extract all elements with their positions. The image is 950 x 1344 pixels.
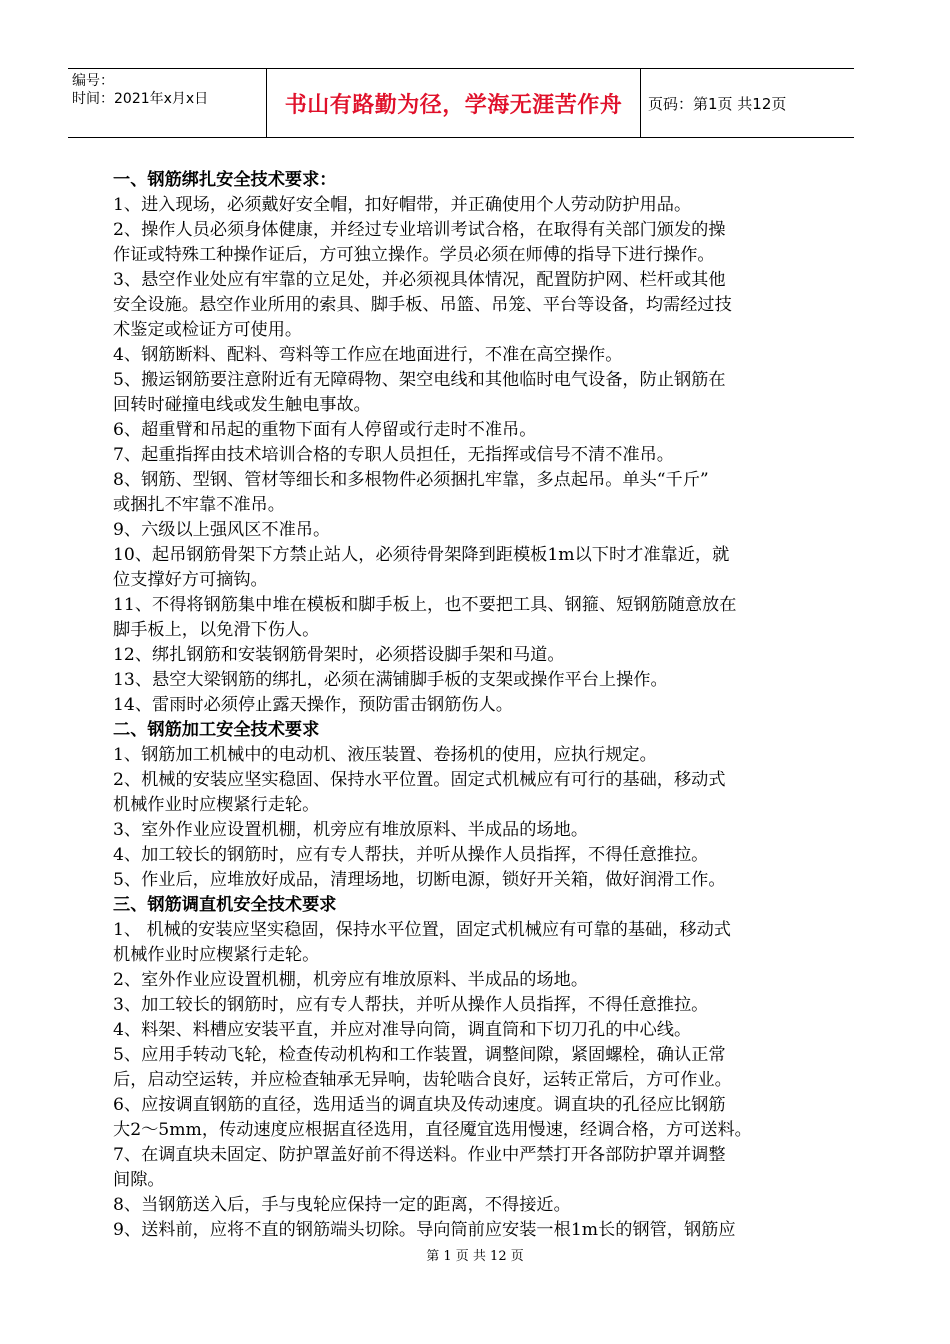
- body-text-line: 机械作业时应楔紧行走轮。: [113, 945, 320, 965]
- body-text-line: 12、绑扎钢筋和安装钢筋骨架时，必须搭设脚手架和马道。: [113, 645, 565, 665]
- body-text-line: 2、操作人员必须身体健康，并经过专业培训考试合格，在取得有关部门颁发的操: [113, 220, 726, 240]
- body-text-line: 9、六级以上强风区不准吊。: [113, 520, 331, 540]
- body-text-line: 4、钢筋断料、配料、弯料等工作应在地面进行，不准在高空操作。: [113, 345, 623, 365]
- body-text-line: 2、室外作业应设置机棚，机旁应有堆放原料、半成品的场地。: [113, 970, 589, 990]
- body-text-line: 6、超重臂和吊起的重物下面有人停留或行走时不准吊。: [113, 420, 537, 440]
- document-header: [68, 68, 854, 138]
- body-text-line: 7、起重指挥由技术培训合格的专职人员担任，无指挥或信号不清不准吊。: [113, 445, 674, 465]
- body-text-line: 5、搬运钢筋要注意附近有无障碍物、架空电线和其他临时电气设备，防止钢筋在: [113, 370, 726, 390]
- body-text-line: 后，启动空运转，并应检查轴承无异响，齿轮啮合良好，运转正常后，方可作业。: [113, 1070, 732, 1090]
- body-text-line: 4、加工较长的钢筋时，应有专人帮扶，并听从操作人员指挥，不得任意推拉。: [113, 845, 709, 865]
- header-page-label: 页码：第1页 共12页: [648, 94, 787, 113]
- body-text-line: 1、 机械的安装应坚实稳固，保持水平位置，固定式机械应有可靠的基础，移动式: [113, 920, 731, 940]
- section-heading: 三、钢筋调直机安全技术要求: [113, 895, 337, 915]
- body-text-line: 术鉴定或检证方可使用。: [113, 320, 303, 340]
- body-text-line: 脚手板上，以免滑下伤人。: [113, 620, 320, 640]
- time-label: 时间：2021年x月x日: [72, 91, 209, 107]
- body-text-line: 大2～5mm，传动速度应根据直径选用，直径魇宜选用慢速，经调合格，方可送料。: [113, 1120, 752, 1140]
- body-text-line: 5、应用手转动飞轮，检查传动机构和工作装置，调整间隙，紧固螺栓，确认正常: [113, 1045, 726, 1065]
- document-body: [113, 168, 813, 1243]
- body-text-line: 11、不得将钢筋集中堆在模板和脚手板上，也不要把工具、钢箍、短钢筋随意放在: [113, 595, 737, 615]
- body-text-line: 3、悬空作业处应有牢靠的立足处，并必须视具体情况，配置防护网、栏杆或其他: [113, 270, 726, 290]
- body-text-line: 13、悬空大梁钢筋的绑扎，必须在满铺脚手板的支架或操作平台上操作。: [113, 670, 668, 690]
- header-meta: [68, 69, 266, 137]
- body-text-line: 回转时碰撞电线或发生触电事故。: [113, 395, 371, 415]
- body-text-line: 机械作业时应楔紧行走轮。: [113, 795, 320, 815]
- body-text-line: 间隙。: [113, 1170, 165, 1190]
- body-text-line: 8、钢筋、型钢、管材等细长和多根物件必须捆扎牢靠，多点起吊。单头“千斤”: [113, 470, 709, 490]
- body-text-line: 或捆扎不牢靠不准吊。: [113, 495, 285, 515]
- section-heading: 一、钢筋绑扎安全技术要求：: [113, 170, 337, 190]
- body-text-line: 9、送料前，应将不直的钢筋端头切除。导向筒前应安装一根1m长的钢管，钢筋应: [113, 1220, 736, 1240]
- header-motto: 书山有路勤为径，学海无涯苦作舟: [266, 69, 641, 137]
- body-text-line: 位支撑好方可摘钩。: [113, 570, 268, 590]
- body-text-line: 4、料架、料槽应安装平直，并应对准导向筒，调直筒和下切刀孔的中心线。: [113, 1020, 692, 1040]
- body-text-line: 5、作业后，应堆放好成品，清理场地，切断电源，锁好开关箱，做好润滑工作。: [113, 870, 726, 890]
- body-text-line: 7、在调直块未固定、防护罩盖好前不得送料。作业中严禁打开各部防护罩并调整: [113, 1145, 726, 1165]
- body-text-line: 6、应按调直钢筋的直径，选用适当的调直块及传动速度。调直块的孔径应比钢筋: [113, 1095, 726, 1115]
- body-text-line: 安全设施。悬空作业所用的索具、脚手板、吊篮、吊笼、平台等设备，均需经过技: [113, 295, 732, 315]
- number-label: 编号：: [72, 73, 114, 89]
- body-text-line: 1、进入现场，必须戴好安全帽，扣好帽带，并正确使用个人劳动防护用品。: [113, 195, 692, 215]
- section-heading: 二、钢筋加工安全技术要求: [113, 720, 320, 740]
- page-footer: 第 1 页 共 12 页: [426, 1249, 524, 1264]
- body-text-line: 作证或特殊工种操作证后，方可独立操作。学员必须在师傅的指导下进行操作。: [113, 245, 715, 265]
- body-text-line: 8、当钢筋送入后，手与曳轮应保持一定的距离，不得接近。: [113, 1195, 571, 1215]
- body-text-line: 14、雷雨时必须停止露天操作，预防雷击钢筋伤人。: [113, 695, 513, 715]
- body-text-line: 3、室外作业应设置机棚，机旁应有堆放原料、半成品的场地。: [113, 820, 589, 840]
- body-text-line: 10、起吊钢筋骨架下方禁止站人，必须待骨架降到距模板1m以下时才准靠近，就: [113, 545, 730, 565]
- body-text-line: 1、钢筋加工机械中的电动机、液压装置、卷扬机的使用，应执行规定。: [113, 745, 657, 765]
- body-text-line: 2、机械的安装应坚实稳固、保持水平位置。固定式机械应有可行的基础，移动式: [113, 770, 726, 790]
- body-text-line: 3、加工较长的钢筋时，应有专人帮扶，并听从操作人员指挥，不得任意推拉。: [113, 995, 709, 1015]
